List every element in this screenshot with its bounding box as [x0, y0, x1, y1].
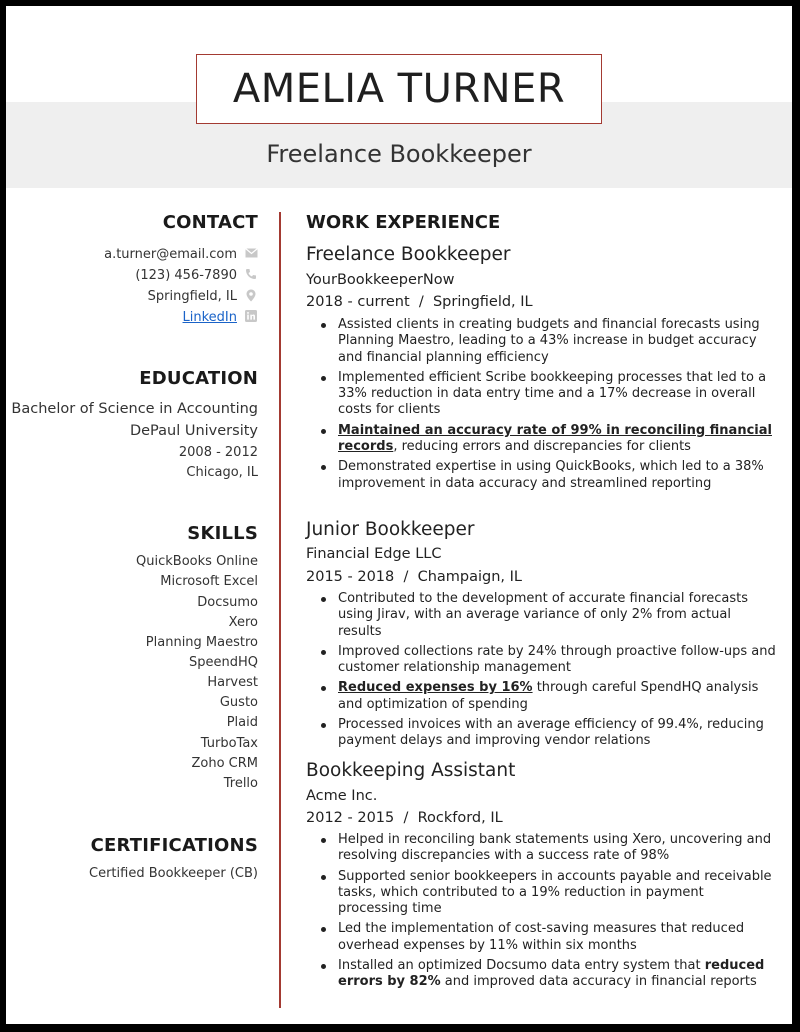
education-degree: Bachelor of Science in Accounting: [11, 401, 258, 417]
skill-item: QuickBooks Online: [136, 554, 258, 569]
job-dates: 2015 - 2018 / Champaign, IL: [306, 569, 522, 585]
job-bullets: [306, 317, 776, 496]
experience-heading: WORK EXPERIENCE: [306, 212, 501, 233]
skill-item: Trello: [223, 776, 258, 791]
phone-text: (123) 456-7890: [135, 267, 237, 283]
job-dates: 2018 - current / Springfield, IL: [306, 294, 533, 310]
bullet-item: Helped in reconciling bank statements using Xero, uncovering and resolving discrepancies with a success rate of 98%: [306, 832, 776, 865]
job-title: Junior Bookkeeper: [306, 519, 475, 540]
location-text: Springfield, IL: [147, 288, 237, 304]
candidate-title: Freelance Bookkeeper: [266, 140, 532, 168]
candidate-name: AMELIA TURNER: [232, 66, 566, 112]
job-company: Acme Inc.: [306, 788, 378, 804]
resume-page: [6, 6, 792, 1024]
contact-email[interactable]: [6, 244, 258, 264]
skill-item: Microsoft Excel: [160, 574, 258, 589]
certification-item: Certified Bookkeeper (CB): [89, 866, 258, 881]
linkedin-icon: [244, 310, 258, 324]
contact-location: [6, 286, 258, 306]
education-years: 2008 - 2012: [178, 445, 258, 460]
bullet-item: Reduced expenses by 16% through careful SpendHQ analysis and optimization of spending: [306, 680, 776, 713]
education-location: Chicago, IL: [186, 465, 258, 480]
certifications-heading: CERTIFICATIONS: [90, 835, 258, 856]
skill-item: Gusto: [219, 695, 258, 710]
education-school: DePaul University: [129, 423, 258, 439]
bullet-item: Demonstrated expertise in using QuickBooks, which led to a 38% improvement in data accuracy and streamlined reporting: [306, 459, 776, 492]
email-text[interactable]: a.turner@email.com: [104, 246, 237, 262]
job-title: Freelance Bookkeeper: [306, 244, 511, 265]
bullet-item: Installed an optimized Docsumo data entry system that reduced errors by 82% and improved data accuracy in financial reports: [306, 958, 776, 991]
bullet-item: Assisted clients in creating budgets and financial forecasts using Planning Maestro, leading to a 43% increase in budget accuracy and financial planning efficiency: [306, 317, 776, 366]
bullet-item: Contributed to the development of accurate financial forecasts using Jirav, with an average variance of only 2% from actual results: [306, 591, 776, 640]
skill-item: Harvest: [207, 675, 258, 690]
skill-item: Zoho CRM: [191, 756, 258, 771]
bullet-item: Maintained an accuracy rate of 99% in reconciling financial records, reducing errors and discrepancies for clients: [306, 423, 776, 456]
bullet-item: Led the implementation of cost-saving measures that reduced overhead expenses by 11% within six months: [306, 921, 776, 954]
skill-item: SpeendHQ: [189, 655, 258, 670]
contact-heading: CONTACT: [162, 212, 258, 233]
skill-item: Docsumo: [197, 595, 258, 610]
envelope-icon: [244, 247, 258, 261]
contact-phone: [6, 265, 258, 285]
bullet-item: Processed invoices with an average efficiency of 99.4%, reducing payment delays and improving vendor relations: [306, 717, 776, 750]
skill-item: TurboTax: [200, 736, 258, 751]
job-dates: 2012 - 2015 / Rockford, IL: [306, 810, 503, 826]
job-bullets: [306, 591, 776, 754]
bullet-item: Supported senior bookkeepers in accounts payable and receivable tasks, which contributed to a 19% reduction in payment processing time: [306, 869, 776, 918]
map-pin-icon: [244, 289, 258, 303]
phone-icon: [244, 268, 258, 282]
name-box: [196, 54, 602, 124]
job-company: YourBookkeeperNow: [306, 272, 455, 288]
skill-item: Planning Maestro: [145, 635, 258, 650]
linkedin-link[interactable]: LinkedIn: [182, 309, 237, 325]
bullet-item: Implemented efficient Scribe bookkeeping processes that led to a 33% reduction in data entry time and a 17% decrease in overall costs for clients: [306, 370, 776, 419]
column-divider: [279, 212, 281, 1008]
job-bullets: [306, 832, 776, 995]
bullet-item: Improved collections rate by 24% through proactive follow-ups and customer relationship management: [306, 644, 776, 677]
skills-heading: SKILLS: [187, 523, 258, 544]
skill-item: Plaid: [226, 715, 258, 730]
education-heading: EDUCATION: [139, 368, 258, 389]
job-company: Financial Edge LLC: [306, 546, 442, 562]
contact-linkedin[interactable]: [6, 307, 258, 327]
skill-item: Xero: [228, 615, 258, 630]
job-title: Bookkeeping Assistant: [306, 760, 516, 781]
